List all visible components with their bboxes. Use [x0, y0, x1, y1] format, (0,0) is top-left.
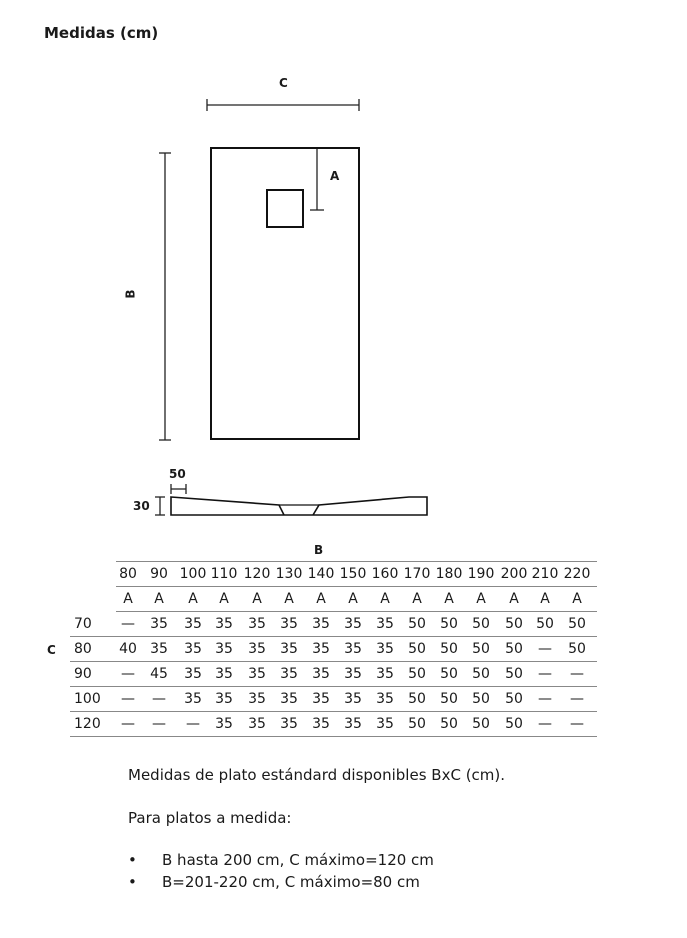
table-cell: 35: [184, 666, 202, 682]
standard-sizes-note: Medidas de plato estándard disponibles BxC (cm).: [128, 766, 506, 784]
table-cell: 40: [119, 641, 137, 657]
label-dim-30: 30: [133, 499, 150, 513]
table-cell: 35: [184, 691, 202, 707]
b-value: 160: [371, 566, 399, 582]
label-a: A: [330, 169, 340, 183]
table-cell: 35: [248, 691, 266, 707]
table-cell: —: [570, 716, 584, 732]
table-cell: 50: [568, 616, 586, 632]
table-cell: 35: [312, 666, 330, 682]
table-cell: 35: [248, 716, 266, 732]
b-value: 210: [531, 566, 559, 582]
table-cell: 35: [215, 716, 233, 732]
table-cell: 50: [408, 666, 426, 682]
c-value: 100: [74, 691, 101, 707]
a-header: A: [444, 591, 454, 607]
label-b: B: [123, 289, 138, 299]
table-cell: 50: [472, 691, 490, 707]
table-cell: —: [121, 716, 135, 732]
list-item-text: B=201-220 cm, C máximo=80 cm: [162, 873, 420, 891]
table-cell: 50: [440, 716, 458, 732]
table-cell: —: [538, 666, 552, 682]
b-value: 200: [500, 566, 528, 582]
table-cell: 35: [344, 691, 362, 707]
table-cell: 35: [312, 616, 330, 632]
a-header: A: [572, 591, 582, 607]
table-cell: 35: [215, 616, 233, 632]
table-cell: 35: [184, 641, 202, 657]
table-cell: 35: [344, 716, 362, 732]
table-cell: 35: [248, 616, 266, 632]
b-value: 80: [119, 566, 137, 582]
table-cell: 35: [248, 641, 266, 657]
a-header: A: [316, 591, 326, 607]
table-cell: 35: [150, 641, 168, 657]
b-value: 180: [435, 566, 463, 582]
b-value: 120: [243, 566, 271, 582]
table-cell: 50: [440, 666, 458, 682]
table-cell: 35: [344, 641, 362, 657]
table-cell: 50: [505, 691, 523, 707]
table-cell: 35: [376, 691, 394, 707]
table-cell: 35: [184, 616, 202, 632]
table-cell: —: [152, 716, 166, 732]
table-cell: 45: [150, 666, 168, 682]
c-value: 90: [74, 666, 92, 682]
table-cell: 35: [344, 666, 362, 682]
tray-top-view: [211, 148, 359, 439]
table-cell: —: [570, 666, 584, 682]
table-cell: 35: [280, 616, 298, 632]
a-header: A: [219, 591, 229, 607]
table-cell: 35: [376, 641, 394, 657]
a-header: A: [509, 591, 519, 607]
table-cell: 50: [440, 641, 458, 657]
table-cell: 50: [568, 641, 586, 657]
custom-sizes-heading: Para platos a medida:: [128, 809, 292, 827]
table-cell: 35: [376, 616, 394, 632]
table-cell: 50: [505, 666, 523, 682]
table-cell: 50: [408, 641, 426, 657]
table-cell: —: [121, 616, 135, 632]
table-cell: 35: [280, 641, 298, 657]
a-header: A: [284, 591, 294, 607]
table-cell: 50: [505, 716, 523, 732]
table-cell: —: [538, 641, 552, 657]
table-cell: 50: [472, 641, 490, 657]
b-value: 90: [150, 566, 168, 582]
table-cell: 50: [408, 616, 426, 632]
table-cell: —: [152, 691, 166, 707]
a-header: A: [154, 591, 164, 607]
table-cell: 35: [312, 691, 330, 707]
list-item-text: B hasta 200 cm, C máximo=120 cm: [162, 851, 434, 869]
b-value: 190: [467, 566, 495, 582]
table-cell: 35: [150, 616, 168, 632]
a-header: A: [412, 591, 422, 607]
a-header: A: [252, 591, 262, 607]
a-header: A: [540, 591, 550, 607]
a-header: A: [380, 591, 390, 607]
b-value: 100: [179, 566, 207, 582]
page-title: Medidas (cm): [44, 24, 159, 42]
a-header: A: [348, 591, 358, 607]
table-cell: 35: [344, 616, 362, 632]
table-cell: 35: [312, 716, 330, 732]
table-cell: 35: [280, 666, 298, 682]
table-cell: —: [121, 691, 135, 707]
table-cell: 35: [280, 716, 298, 732]
label-dim-50: 50: [169, 467, 186, 481]
table-cell: —: [570, 691, 584, 707]
table-cell: 50: [472, 716, 490, 732]
table-cell: 35: [215, 666, 233, 682]
table-cell: 50: [408, 691, 426, 707]
a-header: A: [123, 591, 133, 607]
table-cell: 50: [472, 616, 490, 632]
table-cell: 50: [440, 691, 458, 707]
b-value: 140: [307, 566, 335, 582]
c-value: 70: [74, 616, 92, 632]
label-c: C: [279, 76, 288, 90]
b-value: 150: [339, 566, 367, 582]
drain-square: [267, 190, 303, 227]
tray-side-profile: [171, 497, 427, 515]
table-cell: 50: [536, 616, 554, 632]
table-cell: —: [121, 666, 135, 682]
table-cell: 35: [248, 666, 266, 682]
c-value: 80: [74, 641, 92, 657]
table-cell: 50: [505, 616, 523, 632]
table-cell: 35: [312, 641, 330, 657]
b-value: 170: [403, 566, 431, 582]
table-cell: 35: [215, 691, 233, 707]
table-cell: 50: [505, 641, 523, 657]
table-cell: 35: [280, 691, 298, 707]
table-cell: 50: [408, 716, 426, 732]
table-c-header: C: [47, 643, 56, 657]
table-cell: 35: [376, 666, 394, 682]
table-b-header: B: [314, 543, 324, 557]
bullet-icon: •: [128, 851, 137, 869]
a-header: A: [188, 591, 198, 607]
table-cell: 35: [376, 716, 394, 732]
bullet-icon: •: [128, 873, 137, 891]
table-cell: —: [538, 716, 552, 732]
table-cell: —: [538, 691, 552, 707]
b-value: 130: [275, 566, 303, 582]
a-header: A: [476, 591, 486, 607]
c-value: 120: [74, 716, 101, 732]
b-value: 220: [563, 566, 591, 582]
b-value: 110: [210, 566, 238, 582]
table-cell: 50: [472, 666, 490, 682]
table-cell: 50: [440, 616, 458, 632]
table-cell: 35: [215, 641, 233, 657]
table-cell: —: [186, 716, 200, 732]
